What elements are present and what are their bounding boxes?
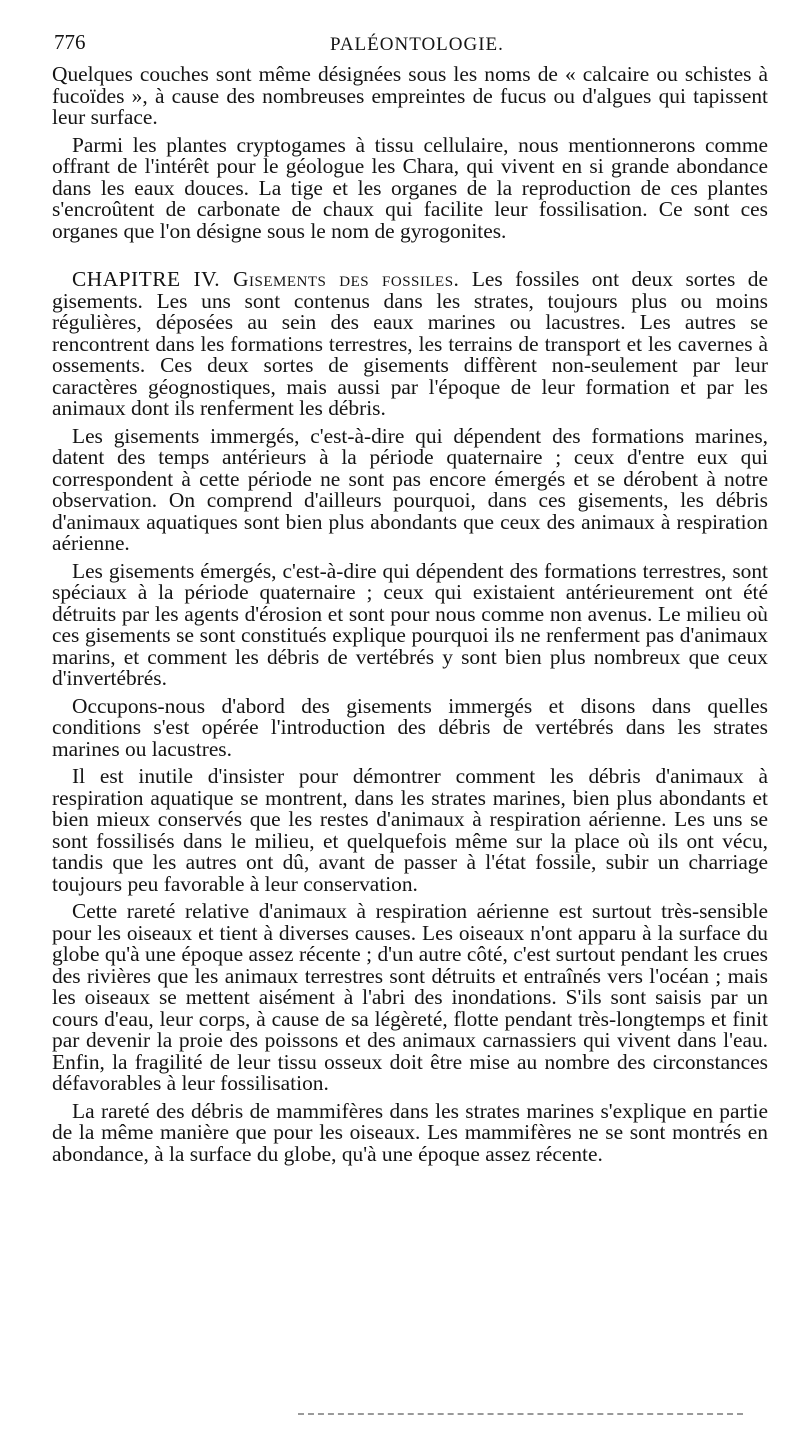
paragraph-occupons-nous: Occupons-nous d'abord des gisements immergés et disons dans quelles conditions s'est opérée l'introduction des débris de vertébrés dans les strates marines ou lacustres. <box>52 693 768 761</box>
paragraph-chapter-iv-text: Les fossiles ont deux sortes de gisements. Les uns sont contenus dans les strates, toujours plus ou moins régulières, déposées au sein des eaux marines ou lacustres. Les autres se rencontrent dans les formations terrestres, les terrains de transport et les cavernes à ossements. Ces deux sortes de gisements diffèrent non-seulement par leur caractères géognostiques, mais aussi par l'époque de leur formation et par les animaux dont ils renferment les débris. <box>52 267 768 420</box>
paragraph-gisements-emerges: Les gisements émergés, c'est-à-dire qui dépendent des formations terrestres, sont spéciaux à la période quaternaire ; ceux qui existaient antérieurement ont été détruits par les agents d'érosion et sont pour nous comme non avenus. Le milieu où ces gisements se sont constitués explique pourquoi ils ne renferment pas d'animaux marins, et comment les débris de vertébrés y sont bien plus nombreux que ceux d'invertébrés. <box>52 558 768 690</box>
paragraph-gisements-immerges: Les gisements immergés, c'est-à-dire qui dépendent des formations marines, datent des temps antérieurs à la période quaternaire ; ceux d'entre eux qui correspondent à cette période ne sont pas encore émergés et se dérobent à notre observation. On comprend d'ailleurs pourquoi, dans ces gisements, les débris d'animaux aquatiques sont bien plus abondants que ceux des animaux à respiration aérienne. <box>52 423 768 555</box>
running-title: PALÉONTOLOGIE. <box>330 34 504 55</box>
paragraph-fucoides: Quelques couches sont même désignées sous les noms de « calcaire ou schistes à fucoïdes », à cause des nombreuses empreintes de fucus ou d'algues qui tapissent leur surface. <box>52 62 768 129</box>
paragraph-chara: Parmi les plantes cryptogames à tissu cellulaire, nous mentionnerons comme offrant de l'intérêt pour le géologue les Chara, qui vivent en si grande abondance dans les eaux douces. La tige et les organes de la reproduction de ces plantes s'encroûtent de carbonate de chaux qui facilite leur fossilisation. Ce sont ces organes que l'on désigne sous le nom de gyrogonites. <box>52 132 768 243</box>
page-header <box>52 28 768 64</box>
chapter-heading: CHAPITRE IV. Gisements des fossiles. <box>72 267 460 291</box>
book-page <box>52 28 768 1165</box>
paragraph-rarete-oiseaux: Cette rareté relative d'animaux à respiration aérienne est surtout très-sensible pour les oiseaux et tient à diverses causes. Les oiseaux n'ont apparu à la surface du globe qu'à une époque assez récente ; d'un autre côté, c'est surtout pendant les crues des rivières que les animaux terrestres sont détruits et entraînés vers l'océan ; mais les oiseaux se mettent aisément à l'abri des inondations. S'ils sont saisis par un cours d'eau, leur corps, à cause de sa légèreté, flotte pendant très-longtemps et finit par devenir la proie des poissons et des animaux carnassiers qui vivent dans l'eau. Enfin, la fragilité de leur tissu osseux doit être mise au nombre des circonstances défavorables à leur fossilisation. <box>52 899 768 1095</box>
footer-rule <box>298 1413 743 1415</box>
body-text <box>52 64 768 1165</box>
page-number: 776 <box>54 30 86 54</box>
paragraph-inutile: Il est inutile d'insister pour démontrer comment les débris d'animaux à respiration aquatique se montrent, dans les strates marines, bien plus abondants et bien mieux conservés que les restes d'animaux à respiration aérienne. Les uns se sont fossilisés dans le milieu, et quelquefois même sur la place où ils ont vécu, tandis que les autres ont dû, avant de passer à l'état fossile, subir un charriage toujours peu favorable à leur conservation. <box>52 764 768 896</box>
paragraph-chapter-iv <box>52 269 768 420</box>
paragraph-rarete-mammiferes: La rareté des débris de mammifères dans les strates marines s'explique en partie de la même manière que pour les oiseaux. Les mammifères ne se sont montrés en abondance, à la surface du globe, qu'à une époque assez récente. <box>52 1098 768 1166</box>
